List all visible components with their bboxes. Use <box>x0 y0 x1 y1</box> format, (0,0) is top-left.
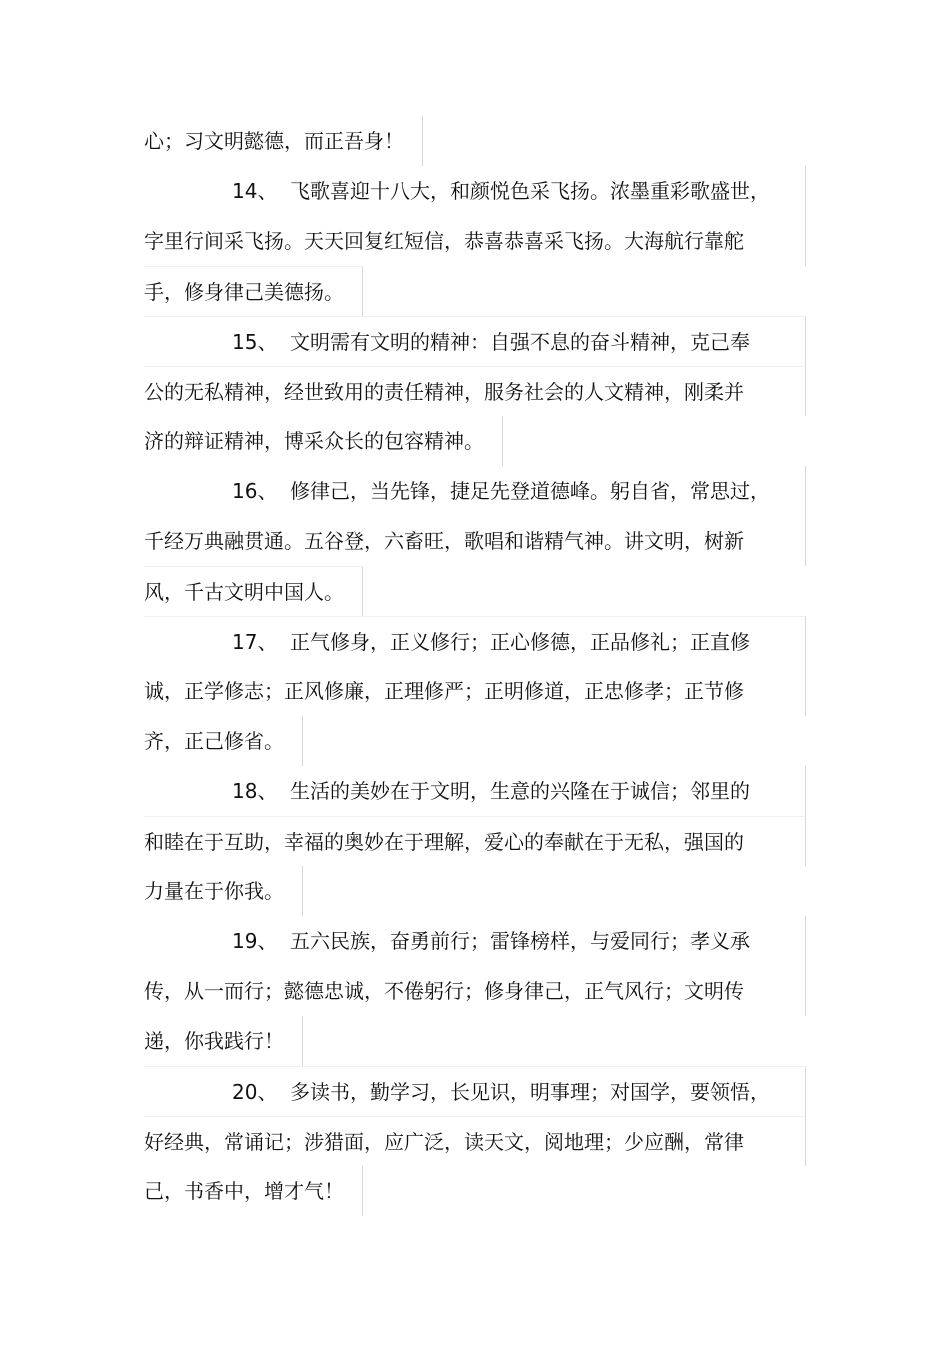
line-text: 己，书香中，增才气！ <box>144 1179 344 1203</box>
line-text: 五六民族，奋勇前行；雷锋榜样，与爱同行；孝义承 <box>290 929 750 953</box>
line-text: 诚，正学修志；正风修廉，正理修严；正明修道，正忠修孝；正节修 <box>144 679 744 703</box>
line-text: 文明需有文明的精神：自强不息的奋斗精神，克己奉 <box>290 330 750 354</box>
paragraph-14-line-3 <box>144 266 363 316</box>
paragraph-13-line-3 <box>144 116 423 166</box>
line-text: 生活的美妙在于文明，生意的兴隆在于诚信；邻里的 <box>290 779 750 803</box>
item-number: 15、 <box>232 330 278 354</box>
line-text: 齐，正己修省。 <box>144 729 284 753</box>
line-text: 正气修身，正义修行；正心修德，正品修礼；正直修 <box>290 630 750 654</box>
line-text: 千经万典融贯通。五谷登，六畜旺，歌唱和谐精气神。讲文明，树新 <box>144 529 744 553</box>
paragraph-14-line-1 <box>144 166 806 216</box>
line-text: 力量在于你我。 <box>144 879 284 903</box>
paragraph-16-line-1 <box>144 466 806 516</box>
line-text: 好经典，常诵记；涉猎面，应广泛，读天文，阅地理；少应酬，常律 <box>144 1130 744 1154</box>
paragraph-15-line-1 <box>144 316 806 366</box>
line-text: 递，你我践行！ <box>144 1029 284 1053</box>
paragraph-20-line-2 <box>144 1116 806 1166</box>
line-text: 多读书，勤学习，长见识，明事理；对国学，要领悟， <box>290 1080 770 1104</box>
item-number: 19、 <box>232 929 278 953</box>
line-text: 风，千古文明中国人。 <box>144 580 344 604</box>
paragraph-14-line-2 <box>144 216 806 266</box>
paragraph-18-line-1 <box>144 766 806 816</box>
item-number: 17、 <box>232 630 278 654</box>
line-text: 修律己，当先锋，捷足先登道德峰。躬自省，常思过， <box>290 479 770 503</box>
paragraph-19-line-3 <box>144 1016 303 1066</box>
item-number: 20、 <box>232 1080 278 1104</box>
line-text: 手，修身律己美德扬。 <box>144 280 344 304</box>
item-number: 14、 <box>232 179 278 203</box>
paragraph-16-line-2 <box>144 516 806 566</box>
line-text: 济的辩证精神，博采众长的包容精神。 <box>144 429 484 453</box>
line-text: 心；习文明懿德，而正吾身！ <box>144 129 404 153</box>
paragraph-18-line-2 <box>144 816 806 866</box>
line-text: 飞歌喜迎十八大，和颜悦色采飞扬。浓墨重彩歌盛世， <box>290 179 770 203</box>
paragraph-20-line-1 <box>144 1066 806 1116</box>
paragraph-15-line-3 <box>144 416 503 466</box>
line-text: 字里行间采飞扬。天天回复红短信，恭喜恭喜采飞扬。大海航行靠舵 <box>144 229 744 253</box>
item-number: 18、 <box>232 779 278 803</box>
paragraph-19-line-2 <box>144 966 806 1016</box>
line-text: 公的无私精神，经世致用的责任精神，服务社会的人文精神，刚柔并 <box>144 380 744 404</box>
item-number: 16、 <box>232 479 278 503</box>
line-text: 和睦在于互助，幸福的奥妙在于理解，爱心的奉献在于无私，强国的 <box>144 830 744 854</box>
paragraph-17-line-2 <box>144 666 806 716</box>
paragraph-18-line-3 <box>144 866 303 916</box>
paragraph-16-line-3 <box>144 566 363 616</box>
paragraph-15-line-2 <box>144 366 806 416</box>
paragraph-20-line-3 <box>144 1166 363 1216</box>
line-text: 传，从一而行；懿德忠诚，不倦躬行；修身律己，正气风行；文明传 <box>144 979 744 1003</box>
paragraph-17-line-1 <box>144 616 806 666</box>
paragraph-17-line-3 <box>144 716 303 766</box>
paragraph-19-line-1 <box>144 916 806 966</box>
